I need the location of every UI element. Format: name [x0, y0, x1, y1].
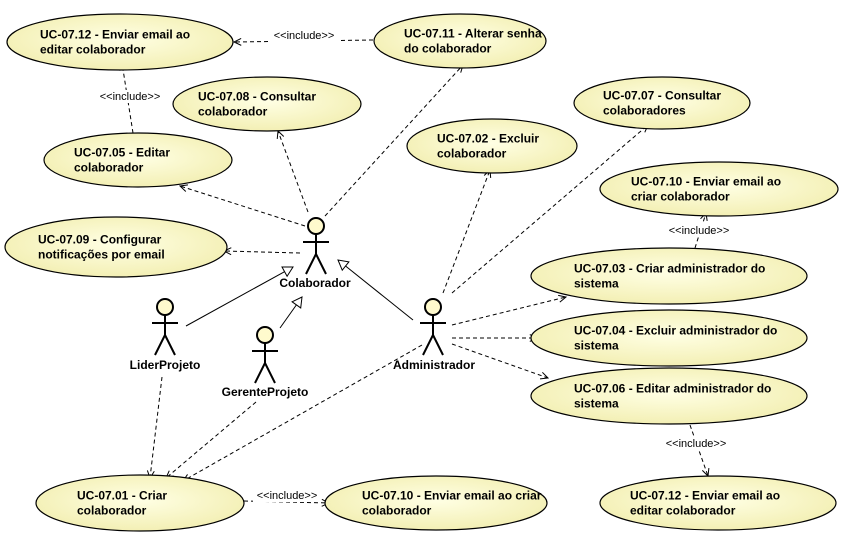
usecase-label: UC-07.11 - Alterar senha — [404, 26, 542, 41]
usecase-ellipse — [531, 368, 807, 424]
usecase-label: UC-07.01 - Criar — [77, 488, 168, 503]
usecase-uc_0703[interactable] — [531, 248, 807, 304]
association-administrador-uc_0702 — [443, 170, 491, 293]
usecase-label: notificações por email — [38, 247, 165, 262]
usecase-label: UC-07.12 - Enviar email ao — [40, 27, 191, 42]
generalization-line — [280, 305, 296, 328]
actor-colaborador[interactable] — [279, 218, 351, 290]
association-gerenteprojeto-uc_0701 — [166, 402, 256, 478]
actor-head — [257, 327, 273, 343]
association-colaborador-uc_0708 — [277, 131, 308, 212]
generalization-line — [346, 266, 413, 320]
usecase-label: UC-07.05 - Editar — [74, 145, 171, 160]
include-arrowhead — [702, 468, 709, 476]
association-arrowhead — [180, 185, 188, 192]
association-colaborador-uc_0709 — [224, 248, 300, 255]
usecase-uc_0712_top[interactable] — [7, 14, 233, 70]
usecase-ellipse — [531, 248, 807, 304]
association-administrador-uc_0703 — [452, 295, 566, 325]
usecase-label: colaborador — [198, 104, 268, 119]
usecase-label: colaborador — [77, 503, 147, 518]
actor-head — [157, 299, 173, 315]
actor-body — [420, 315, 446, 355]
association-line — [150, 377, 162, 478]
association-line — [166, 402, 256, 478]
usecase-ellipse — [325, 476, 547, 530]
usecase-uc_0711[interactable] — [374, 14, 546, 68]
usecase-ellipse — [531, 310, 807, 366]
association-line — [278, 131, 308, 212]
usecase-uc_0705[interactable] — [44, 133, 232, 187]
usecase-uc_0701[interactable] — [36, 475, 244, 531]
actor-body — [303, 234, 329, 274]
association-administrador-uc_0701 — [183, 345, 422, 481]
usecase-label: colaboradores — [603, 103, 686, 118]
usecase-label: UC-07.02 - Excluir — [437, 131, 540, 146]
usecase-uc_0702[interactable] — [407, 119, 577, 173]
include-label: <<include>> — [99, 91, 161, 103]
actor-liderprojeto[interactable] — [130, 299, 201, 372]
generalization-gerenteprojeto — [280, 297, 302, 328]
usecase-label: UC-07.12 - Enviar email ao — [630, 488, 781, 503]
usecase-uc_0708[interactable] — [173, 77, 361, 131]
generalization-arrowhead — [338, 260, 349, 270]
usecase-uc_0710_bottom[interactable] — [325, 476, 547, 530]
include-uc_0706-uc_0712_bottom — [690, 425, 709, 476]
usecase-label: UC-07.06 - Editar administrador do — [574, 381, 772, 396]
association-liderprojeto-uc_0701 — [147, 377, 162, 478]
actor-head — [308, 218, 324, 234]
generalization-arrowhead — [292, 297, 302, 308]
actor-body — [152, 315, 178, 355]
actor-label: LiderProjeto — [129, 358, 201, 372]
association-line — [224, 251, 300, 253]
usecase-uc_0706[interactable] — [531, 368, 807, 424]
association-line — [183, 345, 422, 481]
usecase-label: editar colaborador — [630, 503, 736, 518]
usecase-uc_0709[interactable] — [5, 217, 227, 277]
association-line — [180, 186, 305, 226]
usecase-label: sistema — [574, 276, 619, 291]
actor-administrador[interactable] — [393, 299, 475, 372]
association-arrowhead — [558, 295, 566, 302]
include-label: <<include>> — [668, 225, 730, 237]
usecase-label: sistema — [574, 338, 619, 353]
include-label: <<include>> — [665, 438, 727, 450]
usecase-label: criar colaborador — [631, 189, 730, 204]
usecase-label: UC-07.08 - Consultar — [198, 89, 317, 104]
include-line — [690, 425, 708, 476]
generalization-liderprojeto — [186, 267, 293, 326]
generalization-administrador — [338, 260, 413, 320]
usecase-label: colaborador — [362, 503, 432, 518]
usecase-label: UC-07.09 - Configurar — [38, 232, 162, 247]
include-label: <<include>> — [256, 490, 318, 502]
usecase-uc_0710_right[interactable] — [600, 162, 838, 216]
usecase-label: do colaborador — [404, 41, 492, 56]
actor-label: Administrador — [392, 358, 476, 372]
generalization-line — [186, 272, 285, 326]
include-label: <<include>> — [273, 30, 335, 42]
actor-label: Colaborador — [279, 276, 351, 290]
usecase-label: UC-07.10 - Enviar email ao — [631, 174, 782, 189]
usecase-label: UC-07.10 - Enviar email ao criar — [362, 488, 542, 503]
association-line — [443, 170, 490, 293]
association-administrador-uc_0704 — [452, 335, 537, 342]
usecase-label: UC-07.07 - Consultar — [603, 88, 722, 103]
usecase-label: colaborador — [74, 160, 144, 175]
actor-head — [425, 299, 441, 315]
usecase-label: colaborador — [437, 146, 507, 161]
usecase-uc_0712_bottom[interactable] — [600, 476, 836, 530]
usecase-label: sistema — [574, 396, 619, 411]
association-line — [452, 297, 566, 325]
actor-body — [252, 343, 278, 383]
actor-gerenteprojeto[interactable] — [222, 327, 309, 399]
usecase-uc_0707[interactable] — [574, 77, 750, 129]
association-colaborador-uc_0705 — [180, 185, 305, 226]
usecase-uc_0704[interactable] — [531, 310, 807, 366]
usecase-label: UC-07.03 - Criar administrador do — [574, 261, 766, 276]
usecase-label: editar colaborador — [40, 42, 146, 57]
usecase-label: UC-07.04 - Excluir administrador do — [574, 323, 778, 338]
actor-label: GerenteProjeto — [221, 385, 309, 399]
